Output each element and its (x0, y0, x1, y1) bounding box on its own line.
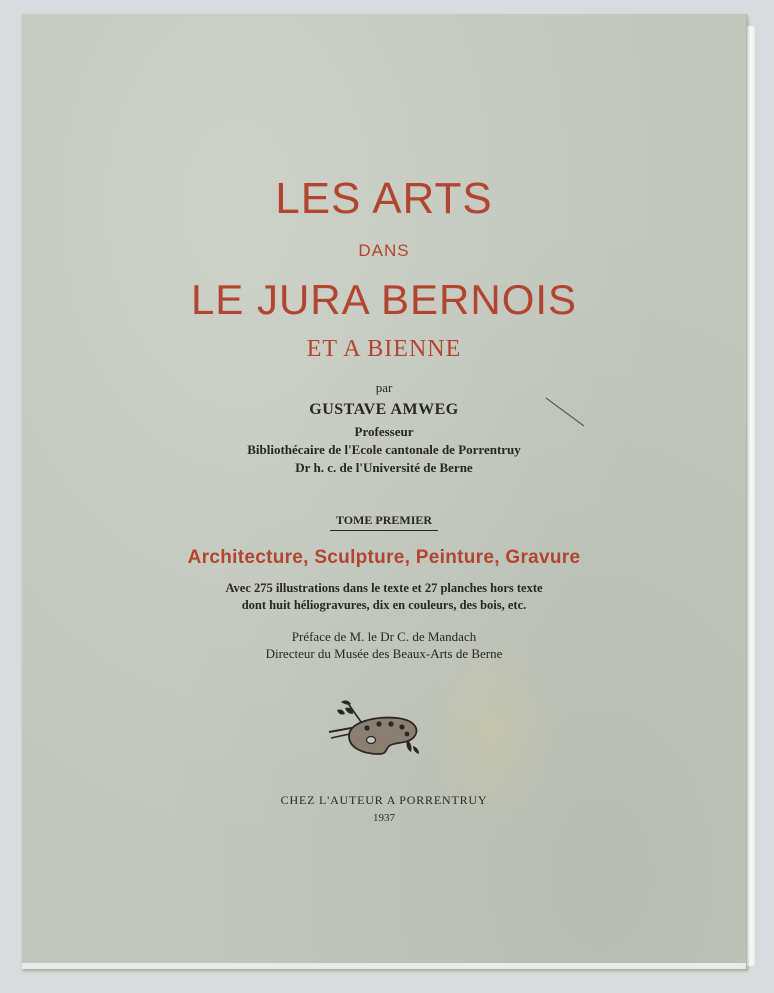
title-line-2: LE JURA BERNOIS (190, 276, 578, 323)
illustrations-line-1: Avec 275 illustrations dans le texte et 27 planches hors texte (225, 581, 543, 595)
volume-text: TOME PREMIER (330, 513, 438, 531)
volume-label (22, 513, 746, 528)
publication-year: 1937 (373, 812, 395, 824)
by-line: par (375, 380, 393, 395)
author-name: GUSTAVE AMWEG (309, 401, 459, 418)
title-connector: DANS (358, 241, 410, 260)
title-line-1: LES ARTS (275, 174, 493, 223)
author-title-2: Bibliothécaire de l'Ecole cantonale de Porrentruy (247, 442, 521, 457)
subjects-line: Architecture, Sculpture, Peinture, Gravure (187, 547, 581, 568)
pencil-mark (544, 396, 594, 436)
illustrations-line-2: dont huit héliogravures, dix en couleurs, des bois, etc. (241, 598, 527, 612)
preface-line-2: Directeur du Musée des Beaux-Arts de Berne (265, 646, 503, 661)
book-cover (22, 14, 747, 969)
author-title-1: Professeur (354, 424, 414, 439)
publisher-line: CHEZ L'AUTEUR A PORRENTRUY (280, 793, 488, 807)
preface-line-1: Préface de M. le Dr C. de Mandach (291, 629, 477, 644)
title-line-3: ET A BIENNE (306, 336, 462, 362)
author-title-3: Dr h. c. de l'Université de Berne (295, 460, 473, 475)
palette-brushes-icon (327, 696, 423, 758)
